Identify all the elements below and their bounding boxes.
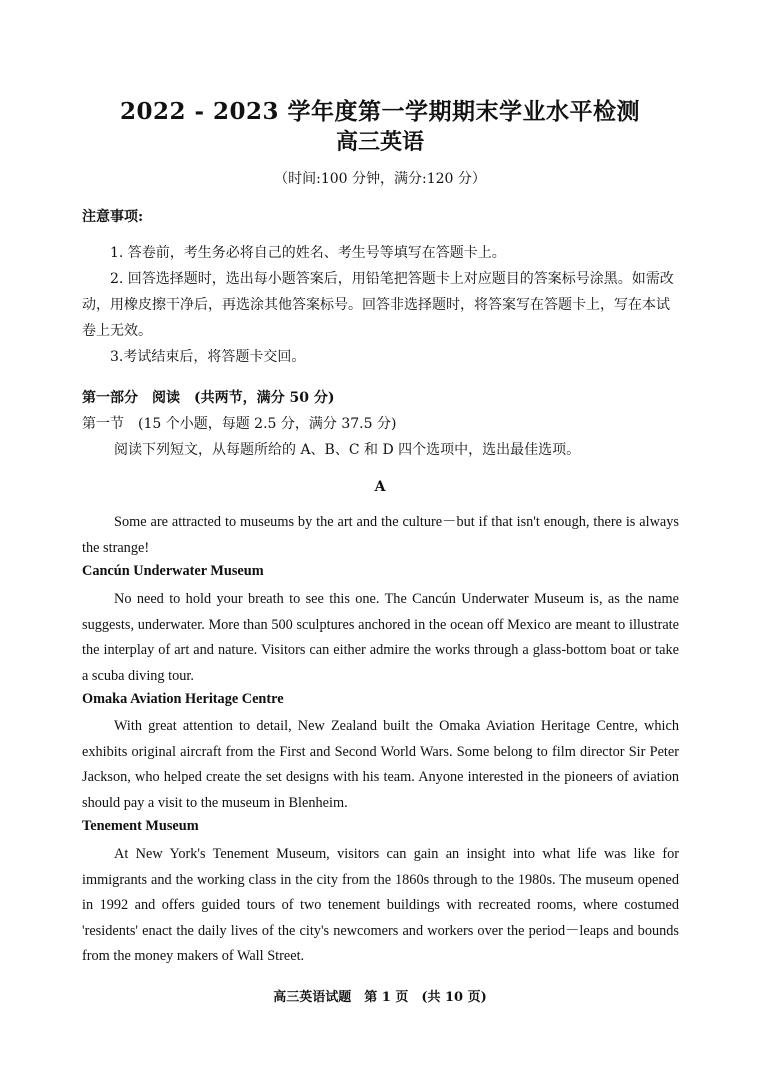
exam-subject: 高三英语 xyxy=(335,129,424,155)
page-footer: 高三英语试题 第 1 页 (共 10 页) xyxy=(273,990,487,1005)
exam-title: 2022 - 2023 学年度第一学期期末学业水平检测 xyxy=(119,98,641,125)
passage-label: A xyxy=(374,479,386,495)
museum-text-cancun-body: No need to hold your breath to see this one. The Cancún Underwater Museum is, as the name suggests, underwater. More than 500 sculptures anchored in the ocean off Mexico are meant to illustrate the interplay of art and nature. Visitors can either admire the works through a glass-bottom boat or take a scuba diving tour. xyxy=(82,591,679,684)
notes-heading: 注意事项: xyxy=(82,209,144,225)
reading-instruction: 阅读下列短文，从每题所给的 A、B、C 和 D 四个选项中，选出最佳选项。 xyxy=(114,442,581,458)
museum-text-tenement xyxy=(82,842,679,970)
note-item-3 xyxy=(82,344,682,370)
passage-intro xyxy=(82,510,679,561)
part1-title: 第一部分 阅读 (共两节，满分 50 分) xyxy=(82,390,335,406)
time-info: （时间:100 分钟，满分:120 分） xyxy=(274,171,486,187)
note-item-2 xyxy=(82,266,682,344)
museum-text-cancun xyxy=(82,587,679,689)
museum-text-omaka xyxy=(82,714,679,816)
note-item-2-text: 2. 回答选择题时，选出每小题答案后，用铅笔把答题卡上对应题目的答案标号涂黑。如需改动，用橡皮擦干净后，再选涂其他答案标号。回答非选择题时，将答案写在答题卡上，写在本试卷上无效。 xyxy=(82,271,674,339)
museum-text-tenement-body: At New York's Tenement Museum, visitors can gain an insight into what life was like for immigrants and the working class in the city from the 1860s through to the 1980s. The museum opened in 1992 and offers guided tours of two tenement buildings with recreated rooms, where costumed 'residents' enact the daily lives of the city's newcomers and workers over the period－leaps and bounds from the money makers of Wall Street. xyxy=(82,846,679,964)
note-item-3-text: 3.考试结束后，将答题卡交回。 xyxy=(110,349,306,365)
note-item-1 xyxy=(82,240,682,266)
section1-title: 第一节 (15 个小题，每题 2.5 分，满分 37.5 分) xyxy=(82,416,397,432)
museum-heading-cancun: Cancún Underwater Museum xyxy=(82,563,264,579)
museum-heading-omaka: Omaka Aviation Heritage Centre xyxy=(82,691,284,707)
note-item-1-text: 1. 答卷前，考生务必将自己的姓名、考生号等填写在答题卡上。 xyxy=(110,245,506,261)
museum-text-omaka-body: With great attention to detail, New Zealand built the Omaka Aviation Heritage Centre, which exhibits original aircraft from the First and Second World Wars. Some belong to film director Sir Peter Jackson, who helped create the set designs with his team. Anyone interested in the pioneers of aviation should pay a visit to the museum in Blenheim. xyxy=(82,718,679,811)
passage-intro-text: Some are attracted to museums by the art and the culture－but if that isn't enough, there is always the strange! xyxy=(82,514,679,556)
museum-heading-tenement: Tenement Museum xyxy=(82,818,199,834)
